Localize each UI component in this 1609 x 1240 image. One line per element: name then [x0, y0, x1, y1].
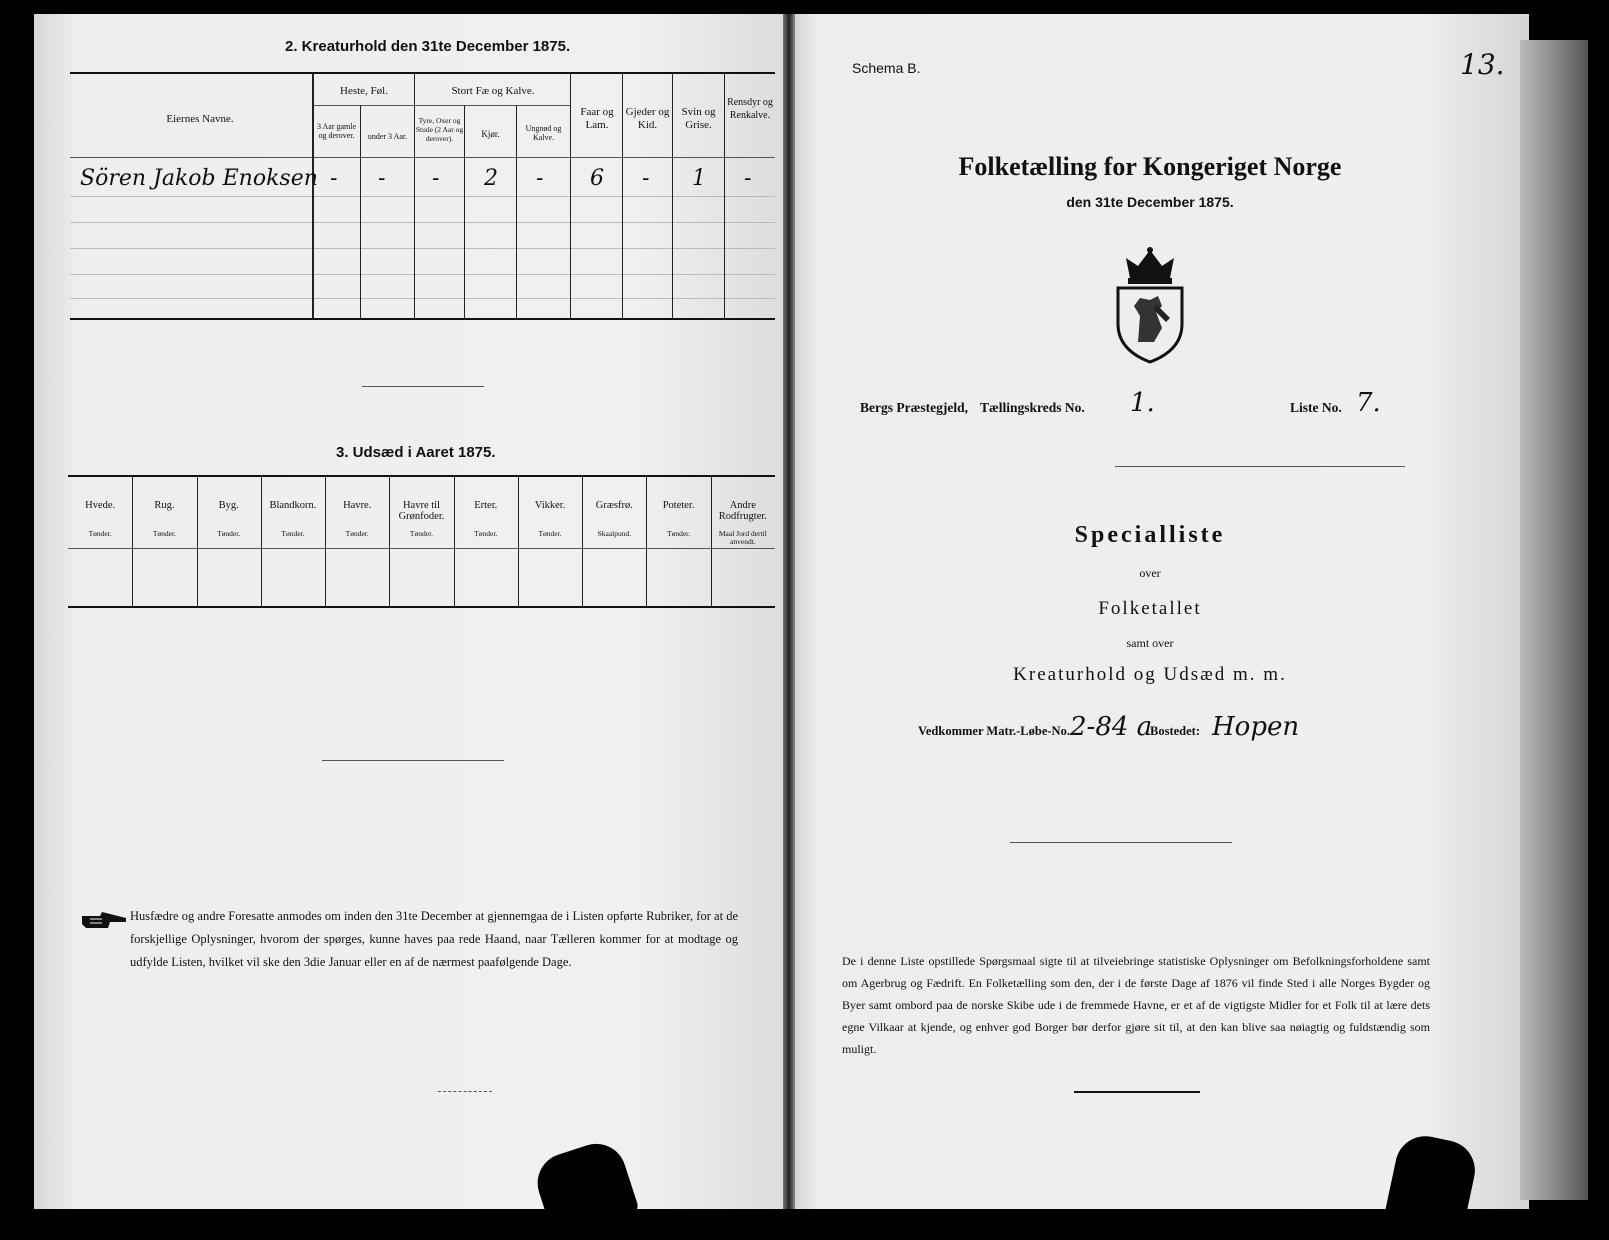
table3-top-rule	[68, 475, 775, 477]
row-rule-4	[70, 274, 775, 275]
left-page	[34, 14, 789, 1209]
value-cattle-b: 2	[484, 166, 498, 191]
table2-vline	[312, 74, 314, 318]
seed-col-header: Havre.	[343, 500, 372, 511]
samt-over-label: samt over	[1126, 636, 1174, 650]
cattle-subrule	[414, 105, 570, 106]
seed-col-unit: Tønder.	[667, 529, 691, 538]
col-cattle-c-header: Ungnød og Kalve.	[525, 124, 562, 142]
seed-col-header: Græsfrø.	[595, 500, 633, 511]
district-value: 1.	[1130, 388, 1155, 418]
col-horses-a-header: 3 Aar gamle og derover.	[316, 122, 357, 140]
over-label: over	[1139, 566, 1161, 580]
value-reindeer: -	[744, 166, 752, 191]
value-horses-b: -	[378, 166, 386, 191]
seed-col-unit: Tønder.	[217, 529, 241, 538]
col-cattle-b-header: Kjør.	[481, 129, 500, 139]
page-edges	[1520, 40, 1588, 1200]
horses-subrule	[312, 105, 414, 106]
table3-vline	[132, 477, 133, 606]
separator-rule	[1115, 466, 1405, 467]
table3-bottom-rule	[68, 606, 775, 608]
section3-title: 3. Udsæd i Aaret 1875.	[336, 444, 496, 461]
seed-col-header: Blandkorn.	[269, 500, 317, 511]
seed-col-header: Rug.	[154, 500, 175, 511]
seed-col-header: Erter.	[474, 500, 498, 511]
seed-col-unit: Tønder.	[409, 529, 434, 538]
row-rule-2	[70, 222, 775, 223]
list-value: 7.	[1356, 388, 1381, 418]
table3-vline	[646, 477, 647, 606]
row-rule-1	[70, 196, 775, 197]
value-cattle-a: -	[432, 166, 440, 191]
separator-rule	[1010, 842, 1232, 843]
table2-vline	[570, 74, 571, 318]
col-horses-b-header: under 3 Aar.	[367, 132, 408, 141]
value-cattle-c: -	[536, 166, 544, 191]
table2-vline	[414, 74, 415, 318]
col-goats-header: Gjeder og Kid.	[625, 106, 670, 131]
col-cattle-a-header: Tyre, Oxer og Stude (2 Aar og derover).	[415, 116, 464, 143]
seed-col-header: Vikker.	[534, 500, 566, 511]
seed-col-unit: Tønder.	[152, 529, 176, 538]
seed-col-unit: Tønder.	[345, 529, 369, 538]
footer-text: De i denne Liste opstillede Spørgsmaal sigte til at tilveiebringe statistiske Oplysninger om Befolkningsforholdene samt om Agerbrug og Fædrift. En Folketælling som den, der i de første Dage af 1876 vil finde Sted i alle Norges Bygder og Byer samt ombord paa de norske Skibe ude i de fremmede Havne, er et af de vigtigste Midler for et Folk til at lære dets egne Vilkaar at kjende, og enhver god Borger bør derfor gjøre sit til, at den kan blive saa nøiagtig og fuldstændig som muligt.	[842, 954, 1430, 1056]
pointing-hand-icon	[80, 910, 128, 932]
book-spine	[783, 14, 795, 1209]
folketallet-heading: Folketallet	[1098, 598, 1202, 619]
list-label: Liste No.	[1290, 400, 1342, 415]
seed-col-header: Andre Rodfrugter.	[718, 500, 767, 522]
matr-label: Vedkommer Matr.-Løbe-No.	[918, 724, 1070, 738]
seed-col-unit: Skaalpund.	[597, 529, 632, 538]
document-title: Folketælling for Kongeriget Norge	[958, 152, 1342, 181]
col-owner-header: Eiernes Navne.	[166, 113, 234, 125]
col-cattle-header: Stort Fæ og Kalve.	[451, 85, 535, 97]
separator-rule	[362, 386, 484, 387]
table3-vline	[325, 477, 326, 606]
bosted-label: Bostedet:	[1150, 724, 1200, 738]
bosted-value: Hopen	[1212, 712, 1300, 742]
table3-vline	[197, 477, 198, 606]
seed-col-header: Byg.	[218, 500, 239, 511]
col-sheep-header: Faar og Lam.	[580, 106, 614, 131]
specialliste-heading: Specialliste	[1074, 522, 1226, 548]
footer-rule	[1074, 1091, 1200, 1093]
section2-title: 2. Kreaturhold den 31te December 1875.	[285, 38, 571, 55]
row-rule-5	[70, 298, 775, 299]
kreaturhold-heading: Kreaturhold og Udsæd m. m.	[1013, 664, 1287, 685]
table3-vline	[389, 477, 390, 606]
table3-vline	[261, 477, 262, 606]
table2-top-rule	[70, 72, 775, 74]
value-sheep: 6	[590, 166, 604, 191]
document-date: den 31te December 1875.	[1066, 194, 1234, 210]
matr-value: 2-84 a	[1070, 712, 1153, 742]
seed-col-unit: Tønder.	[281, 529, 305, 538]
notice-text: Husfædre og andre Foresatte anmodes om inden den 31te December at gjennemgaa de i Listen opførte Rubriker, for at de forskjellige Oplysninger, hvorom der spørges, kunne haves paa rede Haand, naar Tælleren kommer for at modtage og udfylde Listen, hvilket vil ske den 3die Januar eller en af de nærmest paafølgende Dage.	[130, 909, 738, 969]
value-goats: -	[642, 166, 650, 191]
district-label: Tællingskreds No.	[980, 400, 1085, 415]
separator-rule	[322, 760, 504, 761]
table2-header-rule	[70, 157, 775, 158]
table2-bottom-rule	[70, 318, 775, 320]
value-horses-a: -	[330, 166, 338, 191]
parish-label: Bergs Præstegjeld,	[860, 400, 968, 415]
table3-header-rule	[68, 548, 775, 549]
seed-col-unit: Tønder.	[538, 529, 562, 538]
row-rule-3	[70, 248, 775, 249]
seed-col-header: Havre til Grønfoder.	[398, 500, 445, 522]
seed-col-unit: Maal Jord dertil anvendt.	[718, 529, 767, 546]
col-reindeer-header: Rensdyr og Renkalve.	[727, 97, 773, 121]
table3-vline	[454, 477, 455, 606]
col-pigs-header: Svin og Grise.	[681, 106, 716, 131]
table3-vline	[582, 477, 583, 606]
norway-coat-of-arms-icon	[1110, 246, 1190, 364]
seed-col-unit: Tønder.	[474, 529, 498, 538]
owner-name-entry: Sören Jakob Enoksen	[80, 166, 318, 191]
value-pigs: 1	[692, 166, 706, 191]
table3-vline	[518, 477, 519, 606]
seed-col-unit: Tønder.	[88, 529, 112, 538]
seed-col-header: Poteter.	[662, 500, 695, 511]
col-horses-header: Heste, Føl.	[340, 85, 388, 97]
seed-col-header: Hvede.	[85, 500, 116, 511]
schema-label: Schema B.	[852, 60, 921, 76]
separator-rule	[438, 1091, 492, 1092]
page-number: 13.	[1460, 48, 1505, 81]
